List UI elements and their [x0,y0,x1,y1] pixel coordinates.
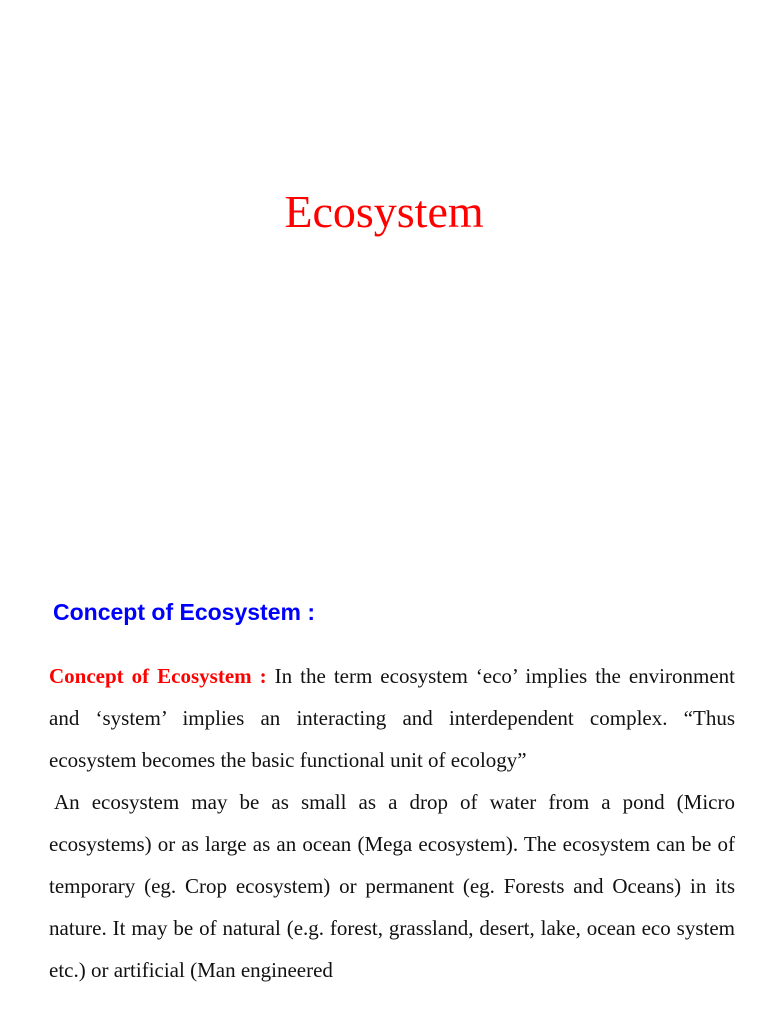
paragraph-concept-body: In the term ecosystem ‘eco’ implies the environment and ‘system’ implies an interacting and interdependent complex. “Thus ecosystem becomes the basic functional unit of ecology” [49,664,736,772]
section-heading: Concept of Ecosystem : [53,599,315,625]
slide-title: Ecosystem [284,186,484,237]
body-text [49,655,735,991]
paragraph-lead: Concept of Ecosystem : [49,664,267,688]
paragraph-scale: An ecosystem may be as small as a drop of water from a pond (Micro ecosystems) or as large as an ocean (Mega ecosystem). The ecosystem can be of temporary (eg. Crop ecosystem) or permanent (eg. Forests and Oceans) in its nature. It may be of natural (e.g. forest, grassland, desert, lake, ocean eco system etc.) or artificial (Man engineered [49,790,735,982]
content-slide [0,560,768,1024]
paragraph-concept [49,655,735,781]
